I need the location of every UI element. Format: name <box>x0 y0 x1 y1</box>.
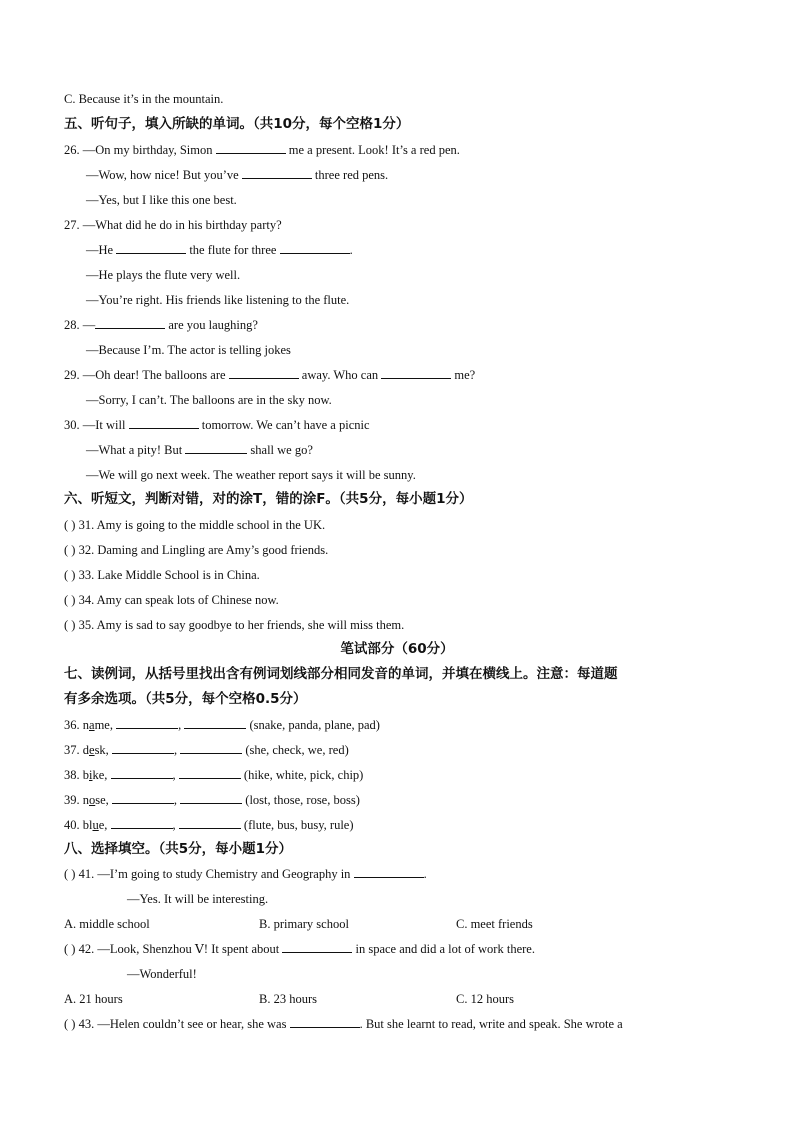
q27-blank2[interactable] <box>280 242 350 254</box>
q30-reply: —What a pity! But <box>86 443 183 457</box>
q43-line1 <box>64 1016 623 1032</box>
q29-line1 <box>64 367 475 383</box>
section-7-title-line2: 有多余选项。（共5分，每个空格0.5分） <box>64 691 307 707</box>
q30-line3: —We will go next week. The weather report says it will be sunny. <box>86 468 416 482</box>
q27-text: —He <box>86 243 114 257</box>
answer-blank[interactable] <box>112 742 174 754</box>
q26-line1 <box>64 142 460 158</box>
q26-reply: —Wow, how nice! But you’ve <box>86 168 239 182</box>
q41-blank[interactable] <box>354 866 424 878</box>
q41-period: . <box>423 867 427 881</box>
q29-blank1[interactable] <box>229 367 299 379</box>
q28-line2: —Because I’m. The actor is telling jokes <box>86 343 291 357</box>
item-num: 37. <box>64 743 80 757</box>
q41-line1 <box>64 866 427 882</box>
answer-paren[interactable]: ( ) <box>64 867 76 881</box>
answer-paren[interactable]: ( ) <box>64 618 76 632</box>
section-6-title: 六、听短文，判断对错，对的涂T，错的涂F。（共5分，每小题1分） <box>64 491 473 507</box>
q27-period: . <box>349 243 353 257</box>
q41-option-c[interactable]: C. meet friends <box>456 917 533 931</box>
answer-paren[interactable]: ( ) <box>64 1017 76 1031</box>
example-word: name, <box>82 718 113 732</box>
tf-text: 34. Amy can speak lots of Chinese now. <box>78 593 279 607</box>
example-word: bike, <box>82 768 108 782</box>
answer-paren[interactable]: ( ) <box>64 518 76 532</box>
tf-text: 33. Lake Middle School is in China. <box>78 568 260 582</box>
q26-reply2: three red pens. <box>314 168 389 182</box>
q43-text2: . But she learnt to read, write and speak. She wrote a <box>359 1017 623 1031</box>
q27-line3: —He plays the flute very well. <box>86 268 241 282</box>
answer-blank[interactable] <box>111 817 173 829</box>
tf-item-35 <box>64 617 404 633</box>
answer-paren[interactable]: ( ) <box>64 942 76 956</box>
tf-item-32 <box>64 542 328 558</box>
q42-option-c[interactable]: C. 12 hours <box>456 992 514 1006</box>
q27-text2: the flute for three <box>189 243 277 257</box>
phonics-item-36: 36. name, , (snake, panda, plane, pad) <box>64 718 380 732</box>
phonics-item-39: 39. nose, , (lost, those, rose, boss) <box>64 793 360 807</box>
q42-line1 <box>64 941 535 957</box>
example-word: nose, <box>82 793 109 807</box>
q43-text: 43. —Helen couldn’t see or hear, she was <box>78 1017 287 1031</box>
q27-line4: —You’re right. His friends like listening to the flute. <box>86 293 350 307</box>
answer-blank[interactable] <box>184 717 246 729</box>
tf-text: 35. Amy is sad to say goodbye to her friends, she will miss them. <box>78 618 405 632</box>
q29-text: 29. —Oh dear! The balloons are <box>64 368 226 382</box>
tf-item-33 <box>64 567 260 583</box>
q42-option-b[interactable]: B. 23 hours <box>259 992 317 1006</box>
q30-blank2[interactable] <box>185 442 247 454</box>
section-5-title: 五、听句子，填入所缺的单词。（共10分，每个空格1分） <box>64 116 410 132</box>
section-8-title: 八、选择填空。（共5分，每小题1分） <box>64 841 293 857</box>
q42-text2: in space and did a lot of work there. <box>355 942 535 956</box>
tf-text: 32. Daming and Lingling are Amy’s good friends. <box>78 543 329 557</box>
q26-blank1[interactable] <box>216 142 286 154</box>
item-num: 39. <box>64 793 80 807</box>
answer-blank[interactable] <box>179 767 241 779</box>
item-num: 38. <box>64 768 80 782</box>
q28-line1 <box>64 317 258 333</box>
answer-blank[interactable] <box>112 792 174 804</box>
item-num: 40. <box>64 818 80 832</box>
q30-reply2: shall we go? <box>250 443 313 457</box>
phonics-item-40: 40. blue, , (flute, bus, busy, rule) <box>64 818 354 832</box>
q29-line2: —Sorry, I can’t. The balloons are in the sky now. <box>86 393 332 407</box>
answer-blank[interactable] <box>116 717 178 729</box>
answer-blank[interactable] <box>179 817 241 829</box>
prev-option-c: C. Because it’s in the mountain. <box>64 92 224 106</box>
tf-item-31 <box>64 517 325 533</box>
q26-text: 26. —On my birthday, Simon <box>64 143 213 157</box>
q28-text: 28. — <box>64 318 96 332</box>
q27-blank1[interactable] <box>116 242 186 254</box>
word-options: (she, check, we, red) <box>245 743 349 757</box>
q28-blank1[interactable] <box>95 317 165 329</box>
example-word: desk, <box>82 743 109 757</box>
q30-text2: tomorrow. We can’t have a picnic <box>201 418 370 432</box>
q41-option-a[interactable]: A. middle school <box>64 917 150 931</box>
tf-text: 31. Amy is going to the middle school in the UK. <box>78 518 326 532</box>
word-options: (hike, white, pick, chip) <box>243 768 364 782</box>
q29-text2: away. Who can <box>301 368 379 382</box>
q30-line1 <box>64 417 370 433</box>
tf-item-34 <box>64 592 279 608</box>
item-num: 36. <box>64 718 80 732</box>
answer-blank[interactable] <box>111 767 173 779</box>
q41-text: 41. —I’m going to study Chemistry and Geography in <box>78 867 351 881</box>
phonics-item-38: 38. bike, , (hike, white, pick, chip) <box>64 768 364 782</box>
word-options: (snake, panda, plane, pad) <box>249 718 380 732</box>
answer-blank[interactable] <box>180 792 242 804</box>
q27-line2 <box>86 242 353 258</box>
answer-paren[interactable]: ( ) <box>64 593 76 607</box>
answer-paren[interactable]: ( ) <box>64 568 76 582</box>
q26-text2: me a present. Look! It’s a red pen. <box>288 143 460 157</box>
word-options: (flute, bus, busy, rule) <box>243 818 354 832</box>
phonics-item-37: 37. desk, , (she, check, we, red) <box>64 743 349 757</box>
q30-text: 30. —It will <box>64 418 126 432</box>
q29-blank2[interactable] <box>381 367 451 379</box>
q26-blank2[interactable] <box>242 167 312 179</box>
q26-line2 <box>86 167 388 183</box>
example-word: blue, <box>82 818 108 832</box>
section-7-title-line1: 七、读例词，从括号里找出含有例词划线部分相同发音的单词，并填在横线上。注意：每道题 <box>64 666 618 682</box>
q42-option-a[interactable]: A. 21 hours <box>64 992 123 1006</box>
q43-blank[interactable] <box>290 1016 360 1028</box>
answer-blank[interactable] <box>180 742 242 754</box>
q29-text3: me? <box>454 368 476 382</box>
q41-reply: —Yes. It will be interesting. <box>127 892 269 906</box>
q42-blank[interactable] <box>282 941 352 953</box>
q30-line2 <box>86 442 313 458</box>
word-options: (lost, those, rose, boss) <box>245 793 360 807</box>
written-part-title: 笔试部分（60分） <box>340 641 454 657</box>
q26-line3: —Yes, but I like this one best. <box>86 193 237 207</box>
answer-paren[interactable]: ( ) <box>64 543 76 557</box>
q30-blank1[interactable] <box>129 417 199 429</box>
q42-text: 42. —Look, Shenzhou Ⅴ! It spent about <box>78 942 280 956</box>
q28-text2: are you laughing? <box>168 318 258 332</box>
q27-line1: 27. —What did he do in his birthday party? <box>64 218 282 232</box>
q41-option-b[interactable]: B. primary school <box>259 917 349 931</box>
q42-reply: —Wonderful! <box>127 967 197 981</box>
